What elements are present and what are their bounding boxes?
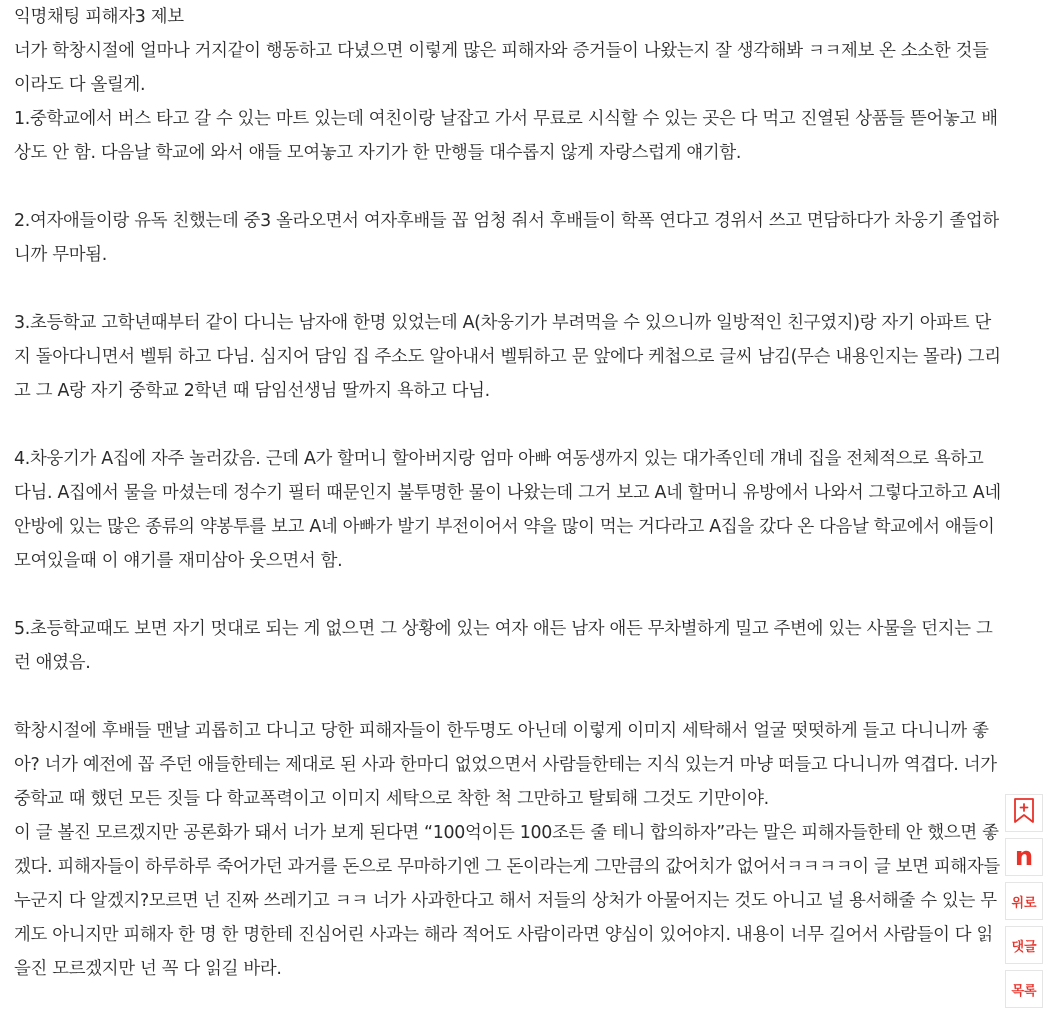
- comments-label: 댓글: [1011, 939, 1037, 955]
- article-body: [14, 0, 1004, 986]
- paragraph-gap: [14, 578, 1004, 612]
- comments-button[interactable]: [1005, 926, 1043, 964]
- paragraph-item-1: 1.중학교에서 버스 타고 갈 수 있는 마트 있는데 여친이랑 날잡고 가서 무료로 시식할 수 있는 곳은 다 먹고 진열된 상품들 뜯어놓고 배상도 안 함. 다음날 학교에 와서 애들 모여놓고 자기가 한 만행들 대수롭지 않게 자랑스럽게 얘기함.: [14, 109, 998, 163]
- nate-logo-button[interactable]: [1005, 838, 1043, 876]
- paragraph-closing-1: 학창시절에 후배들 맨날 괴롭히고 다니고 당한 피해자들이 한두명도 아닌데 이렇게 이미지 세탁해서 얼굴 떳떳하게 들고 다니니까 좋아? 너가 예전에 꼽 주던 애들한테는 제대로 된 사과 한마디 없었으면서 사람들한테는 지식 있는거 마냥 떠들고 다니니까 역겹다. 너가 중학교 때 했던 모든 짓들 다 학교폭력이고 이미지 세탁으로 착한 척 그만하고 탈퇴해 그것도 기만이야.: [14, 721, 997, 809]
- article-title: 익명채팅 피해자3 제보: [14, 7, 184, 27]
- bookmark-plus-icon: [1013, 798, 1035, 828]
- scroll-top-label: 위로: [1011, 895, 1037, 911]
- paragraph-gap: [14, 680, 1004, 714]
- paragraph-gap: [14, 272, 1004, 306]
- paragraph-closing-2: 이 글 볼진 모르겠지만 공론화가 돼서 너가 보게 된다면 “100억이든 100조든 줄 테니 합의하자”라는 말은 피해자들한테 안 했으면 좋겠다. 피해자들이 하루하루 죽어가던 과거를 돈으로 무마하기엔 그 돈이라는게 그만큼의 값어치가 없어서ㅋㅋㅋㅋ이 글 보면 피해자들 누군지 다 알겠지?모르면 넌 진짜 쓰레기고 ㅋㅋ 너가 사과한다고 해서 저들의 상처가 아물어지는 것도 아니고 널 용서해줄 수 있는 무게도 아니지만 피해자 한 명 한 명한테 진심어린 사과는 해라 적어도 사람이라면 양심이 있어야지. 내용이 너무 길어서 사람들이 다 읽을진 모르겠지만 넌 꼭 다 읽길 바라.: [14, 823, 1000, 979]
- paragraph-gap: [14, 408, 1004, 442]
- scroll-top-button[interactable]: [1005, 882, 1043, 920]
- bookmark-button[interactable]: [1005, 794, 1043, 832]
- list-label: 목록: [1011, 983, 1037, 999]
- floating-side-buttons: [1004, 794, 1044, 1014]
- paragraph-item-4: 4.차웅기가 A집에 자주 놀러갔음. 근데 A가 할머니 할아버지랑 엄마 아빠 여동생까지 있는 대가족인데 걔네 집을 전체적으로 욕하고 다님. A집에서 물을 마셨는데 정수기 필터 때문인지 불투명한 물이 나왔는데 그거 보고 A네 할머니 유방에서 나와서 그렇다고하고 A네 안방에 있는 많은 종류의 약봉투를 보고 A네 아빠가 발기 부전이어서 약을 많이 먹는 거다라고 A집을 갔다 온 다음날 학교에서 애들이 모여있을때 이 얘기를 재미삼아 웃으면서 함.: [14, 449, 1001, 571]
- paragraph-item-2: 2.여자애들이랑 유독 친했는데 중3 올라오면서 여자후배들 꼽 엄청 줘서 후배들이 학폭 연다고 경위서 쓰고 면담하다가 차웅기 졸업하니까 무마됨.: [14, 211, 999, 265]
- paragraph-item-5: 5.초등학교때도 보면 자기 멋대로 되는 게 없으면 그 상황에 있는 여자 애든 남자 애든 무차별하게 밀고 주변에 있는 사물을 던지는 그런 애였음.: [14, 619, 993, 673]
- paragraph-item-3: 3.초등학교 고학년때부터 같이 다니는 남자애 한명 있었는데 A(차웅기가 부려먹을 수 있으니까 일방적인 친구였지)랑 자기 아파트 단지 돌아다니면서 벨튀 하고 다님. 심지어 담임 집 주소도 알아내서 벨튀하고 문 앞에다 케첩으로 글씨 남김(무슨 내용인지는 몰라) 그리고 그 A랑 자기 중학교 2학년 때 담임선생님 딸까지 욕하고 다님.: [14, 313, 1001, 401]
- nate-logo-icon: n: [1014, 842, 1034, 872]
- paragraph-intro: 너가 학창시절에 얼마나 거지같이 행동하고 다녔으면 이렇게 많은 피해자와 증거들이 나왔는지 잘 생각해봐 ㅋㅋ제보 온 소소한 것들이라도 다 올릴게.: [14, 41, 989, 95]
- paragraph-gap: [14, 170, 1004, 204]
- list-button[interactable]: [1005, 970, 1043, 1008]
